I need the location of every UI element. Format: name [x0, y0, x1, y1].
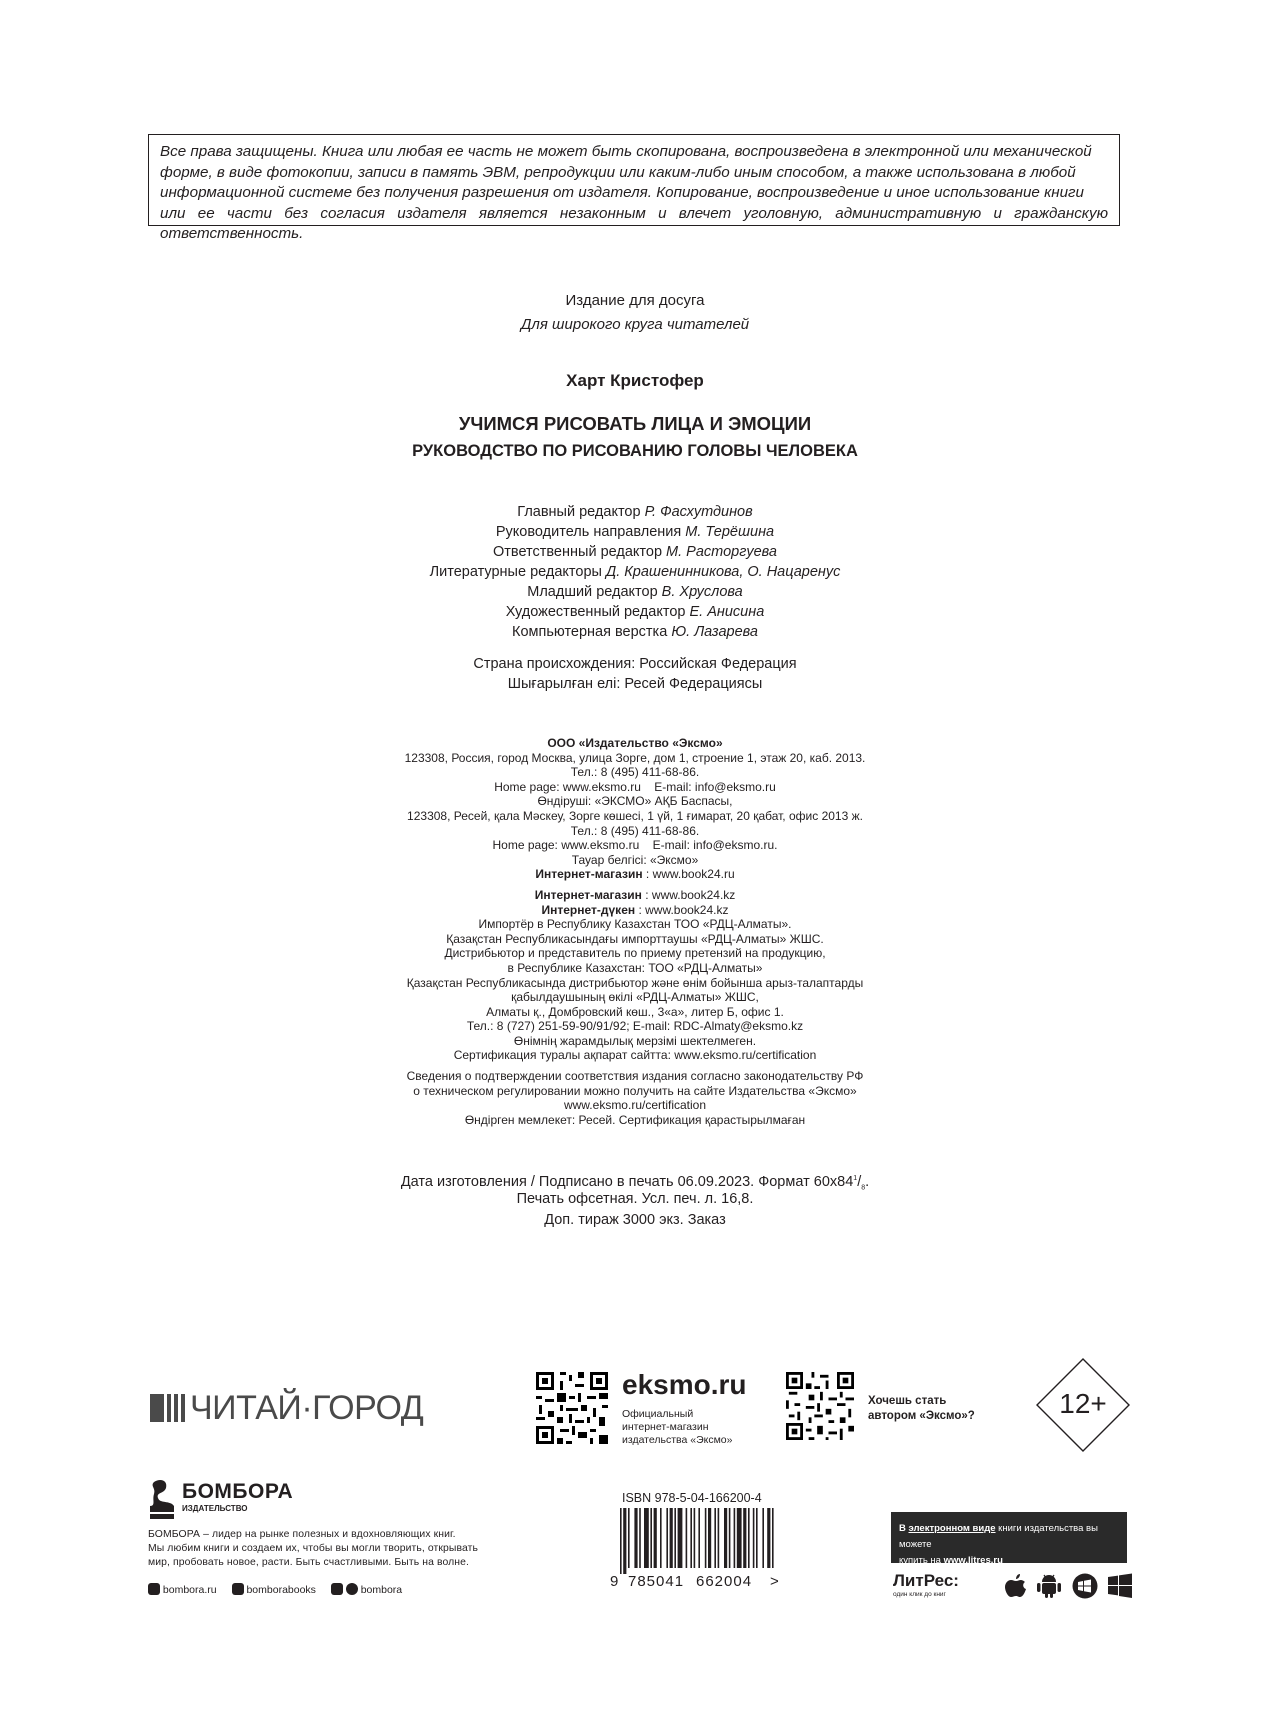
litres-logo-text: ЛитРес:	[893, 1571, 959, 1590]
publisher-line: Алматы қ., Домбровский көш., 3«а», литер Б, офис 1.	[486, 1004, 784, 1019]
rights-line: Все права защищены. Книга или любая ее часть не может быть скопирована, воспроизведена в электронной или механической	[160, 143, 1092, 160]
publisher-line: Сведения о подтверждении соответствия издания согласно законодательству РФ	[406, 1069, 864, 1084]
author-cta-line: автором «Эксмо»?	[868, 1410, 975, 1422]
barcode-bar	[743, 1508, 746, 1568]
barcode-bar	[694, 1508, 696, 1568]
age-rating-badge	[1035, 1357, 1131, 1453]
publisher-line: Өндіруші: «ЭКСМО» АҚБ Баспасы,	[537, 794, 733, 809]
edition-type: Издание для досуга	[565, 292, 705, 309]
litres-line2: купить на www.litres.ru	[899, 1555, 1003, 1566]
barcode-bar	[772, 1508, 774, 1568]
edition-audience: Для широкого круга читателей	[520, 316, 750, 333]
litres-logo[interactable]	[893, 1571, 959, 1599]
print-line: Дата изготовления / Подписано в печать 06.09.2023. Формат $60x84^1/_8$.	[400, 1173, 870, 1192]
barcode-bar	[762, 1508, 764, 1568]
origin-line: Страна происхождения: Российская Федерация	[473, 656, 797, 672]
barcode-bar	[748, 1508, 750, 1568]
barcode-digit-end: >	[770, 1573, 779, 1590]
qr-code-icon	[786, 1372, 854, 1440]
publisher-block	[0, 736, 1270, 1127]
barcode-bars	[610, 1508, 782, 1574]
chitai-gorod-text: ЧИТАЙ·ГОРОД	[190, 1389, 424, 1427]
litres-line1: В электронном виде книги издательства вы можете	[899, 1523, 1098, 1550]
origin-country	[0, 654, 1270, 694]
print-info	[0, 1168, 1270, 1231]
at-icon	[148, 1583, 160, 1595]
credits-list	[0, 502, 1270, 642]
publisher-line: қабылдаушының өкілі «РДЦ-Алматы» ЖШС,	[511, 990, 759, 1005]
telegram-icon	[346, 1583, 358, 1595]
barcode-bar	[690, 1508, 692, 1568]
credit-line: Младший редактор В. Хруслова	[527, 584, 743, 600]
barcode-bar	[623, 1508, 626, 1574]
barcode-bar	[670, 1508, 673, 1568]
publisher-line: 123308, Россия, город Москва, улица Зорге, дом 1, строение 1, этаж 20, каб. 2013.	[404, 750, 866, 765]
author-cta[interactable]	[868, 1394, 975, 1424]
bombora-wave-icon	[148, 1478, 180, 1520]
barcode-bar	[674, 1508, 676, 1568]
shop-kz: Интернет-магазин : www.book24.kz	[534, 887, 736, 902]
rights-line: информационной системе без получения разрешения от издателя. Копирование, воспроизведение и иное использование книги	[160, 184, 1084, 202]
publisher-line: Home page: www.eksmo.ru E-mail: info@eksmo.ru.	[492, 838, 778, 853]
publisher-line: Home page: www.eksmo.ru E-mail: info@eksmo.ru	[494, 779, 776, 794]
author: Харт Кристофер	[566, 371, 704, 390]
publisher-line: www.eksmo.ru/certification	[563, 1098, 707, 1113]
print-line: Доп. тираж 3000 экз. Заказ	[544, 1212, 726, 1228]
barcode-bar	[705, 1508, 707, 1568]
bombora-desc-line: БОМБОРА – лидер на рынке полезных и вдохновляющих книг.	[148, 1529, 456, 1540]
barcode-bar	[729, 1508, 731, 1568]
rights-line: или ее части без согласия издателя является незаконным и влечет уголовную, административную и гражданскую ответственность.	[160, 204, 1108, 243]
barcode-bar	[753, 1508, 755, 1568]
rights-line: форме, в виде фотокопии, записи в память ЭВМ, репродукции или каким-либо иным способом, а также использована в любой	[160, 163, 1076, 181]
chitai-gorod-mark-icon	[150, 1392, 190, 1424]
book-title: УЧИМСЯ РИСОВАТЬ ЛИЦА И ЭМОЦИИ	[458, 413, 812, 434]
barcode-bar	[686, 1508, 688, 1568]
barcode-bar	[708, 1508, 711, 1568]
barcode-bar	[650, 1508, 652, 1568]
barcode-bar	[666, 1508, 668, 1568]
credit-line: Ответственный редактор М. Расторгуева	[492, 544, 777, 560]
bombora-desc	[148, 1528, 478, 1571]
rights-notice-box	[148, 134, 1120, 243]
barcode-bar	[737, 1508, 742, 1568]
book-subtitle: РУКОВОДСТВО ПО РИСОВАНИЮ ГОЛОВЫ ЧЕЛОВЕКА	[412, 442, 858, 460]
barcode-digits-group1: 785041	[628, 1573, 685, 1590]
barcode-digit-first: 9	[610, 1573, 619, 1590]
bombora-site-link[interactable]: bombora.ru	[162, 1584, 217, 1596]
barcode-bar	[620, 1508, 622, 1574]
barcode-bar	[714, 1508, 716, 1568]
publisher-line: Импортёр в Республику Казахстан ТОО «РДЦ-Алматы».	[478, 917, 792, 932]
barcode-bar	[660, 1508, 662, 1568]
publisher-line: Қазақстан Республикасында дистрибьютор және өнім бойынша арыз-талаптарды	[406, 975, 864, 990]
bombora-social	[148, 1583, 402, 1597]
publisher-line: Тел.: 8 (727) 251-59-90/91/92; E-mail: RDC-Almaty@eksmo.kz	[466, 1019, 804, 1034]
qr-code-author[interactable]	[786, 1372, 854, 1440]
publisher-line: Дистрибьютор и представитель по приему претензий на продукцию,	[444, 946, 826, 961]
author-cta-line: Хочешь стать	[868, 1395, 947, 1407]
publisher-line: в Республике Казахстан: ТОО «РДЦ-Алматы»	[507, 960, 763, 975]
barcode-bar	[724, 1508, 727, 1568]
publisher-line: Өнімнің жарамдылық мерзімі шектелмеген.	[513, 1033, 757, 1048]
barcode-digits-group2: 662004	[696, 1573, 753, 1590]
barcode-bar	[634, 1508, 637, 1568]
eksmo-desc-line: интернет-магазин	[622, 1421, 709, 1433]
bombora-logo	[148, 1478, 294, 1522]
bombora-vk-link[interactable]: bomborabooks	[246, 1584, 316, 1596]
credit-line: Литературные редакторы Д. Крашенинникова, О. Нацаренус	[429, 564, 841, 580]
publisher-line: Сертификация туралы ақпарат сайтта: www.eksmo.ru/certification	[453, 1048, 817, 1063]
credit-line: Художественный редактор Е. Анисина	[505, 604, 765, 620]
ok-icon	[331, 1583, 343, 1595]
bombora-name: БОМБОРА	[182, 1480, 294, 1503]
barcode-bar	[718, 1508, 720, 1568]
apple-icon[interactable]	[1005, 1573, 1027, 1599]
bombora-desc-line: мир, пробовать новое, расти. Быть счастливыми. Быть на волне.	[148, 1557, 469, 1569]
publisher-line: Тауар белгісі: «Эксмо»	[571, 852, 699, 867]
android-icon[interactable]	[1037, 1573, 1061, 1599]
qr-code-icon	[536, 1372, 608, 1444]
shop-kz2: Интернет-дүкен : www.book24.kz	[541, 902, 729, 917]
litres-tagline: один клик до книг	[893, 1591, 946, 1598]
barcode-bar	[756, 1508, 758, 1568]
barcode-bar	[678, 1508, 683, 1568]
bombora-tg-link[interactable]: bombora	[360, 1584, 403, 1596]
credit-line: Руководитель направления М. Терёшина	[495, 524, 775, 540]
barcode-bar	[628, 1508, 630, 1568]
eksmo-desc-line: Официальный	[622, 1408, 694, 1420]
vk-icon	[232, 1583, 244, 1595]
bombora-desc-line: Мы любим книги и создаем их, чтобы вы могли творить, открывать	[148, 1543, 478, 1555]
bombora-sub: ИЗДАТЕЛЬСТВО	[182, 1504, 248, 1513]
barcode	[610, 1508, 782, 1590]
publisher-line: о техническом регулировании можно получить на сайте Издательства «Эксмо»	[413, 1083, 857, 1098]
qr-code-eksmo[interactable]	[536, 1372, 608, 1444]
barcode-bar	[654, 1508, 657, 1568]
print-line: Печать офсетная. Усл. печ. л. 16,8.	[516, 1191, 754, 1207]
barcode-bar	[639, 1508, 641, 1568]
age-rating: 12+	[1059, 1388, 1107, 1419]
eksmo-site[interactable]: eksmo.ru	[622, 1369, 747, 1400]
credit-line: Главный редактор Р. Фасхутдинов	[517, 504, 753, 520]
isbn: ISBN 978-5-04-166200-4	[622, 1491, 762, 1505]
windows-phone-icon[interactable]	[1072, 1573, 1098, 1599]
publisher-line: Өндірген мемлекет: Ресей. Сертификация қарастырылмаған	[464, 1112, 806, 1127]
windows-icon[interactable]	[1108, 1573, 1132, 1599]
publisher-line: Тел.: 8 (495) 411-68-86.	[570, 765, 700, 780]
publisher-name: ООО «Издательство «Эксмо»	[547, 736, 723, 750]
platform-icons	[1005, 1573, 1132, 1601]
origin-line: Шығарылған елі: Ресей Федерациясы	[507, 676, 763, 692]
eksmo-desc	[622, 1408, 733, 1447]
barcode-bar	[734, 1508, 736, 1568]
credit-line: Компьютерная верстка Ю. Лазарева	[512, 624, 758, 640]
eksmo-desc-line: издательства «Эксмо»	[622, 1434, 733, 1446]
barcode-bar	[767, 1508, 770, 1568]
litres-banner[interactable]	[891, 1512, 1127, 1566]
publisher-line: Қазақстан Республикасындағы импорттаушы «РДЦ-Алматы» ЖШС.	[446, 931, 824, 946]
publisher-line: 123308, Ресей, қала Мәскеу, Зорге көшесі, 1 үй, 1 ғимарат, 20 қабат, офис 2013 ж.	[407, 808, 863, 823]
barcode-bar	[698, 1508, 700, 1568]
publisher-line: Тел.: 8 (495) 411-68-86.	[570, 823, 700, 838]
barcode-bar	[644, 1508, 649, 1568]
shop-ru: Интернет-магазин : www.book24.ru	[535, 867, 735, 882]
